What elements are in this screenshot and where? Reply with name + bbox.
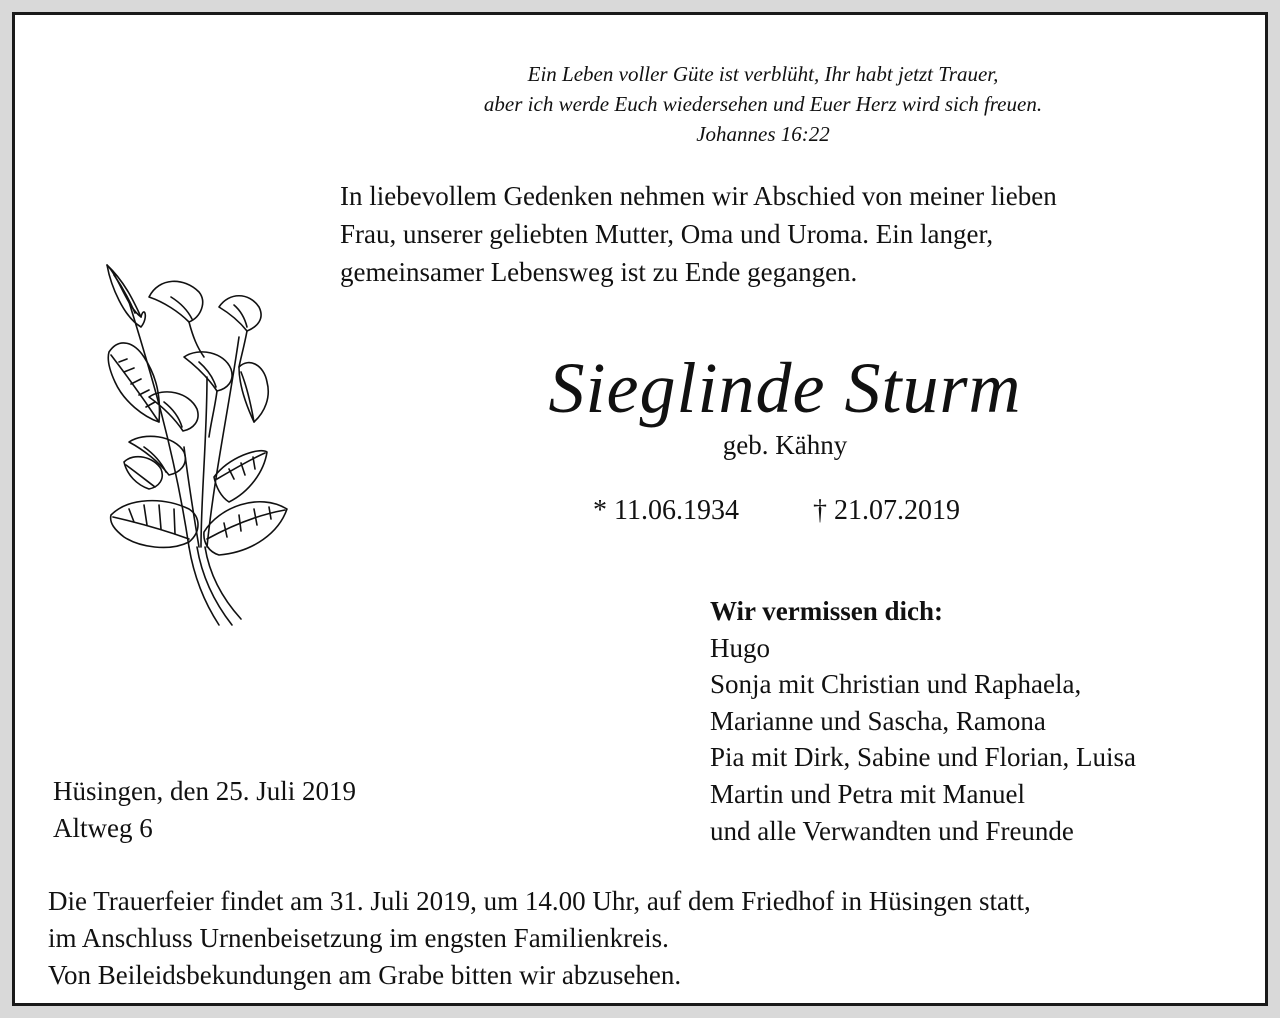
maiden-name: geb. Kähny — [722, 430, 848, 460]
verse-reference: Johannes 16:22 — [696, 122, 830, 146]
verse-line-1: Ein Leben voller Güte ist verblüht, Ihr habt jetzt Trauer, — [527, 62, 999, 86]
notice-line-1: Die Trauerfeier findet am 31. Juli 2019, um 14.00 Uhr, auf dem Friedhof in Hüsingen statt, — [48, 886, 1031, 916]
intro-text — [340, 177, 1220, 291]
family-member: Martin und Petra mit Manuel — [710, 778, 1025, 809]
death-date: † 21.07.2019 — [813, 495, 960, 526]
family-member: Hugo — [710, 632, 770, 663]
deceased-name: Sieglinde Sturm — [548, 348, 1022, 428]
city-date: Hüsingen, den 25. Juli 2019 — [53, 776, 356, 806]
notice-line-2: im Anschluss Urnenbeisetzung im engsten Familienkreis. — [48, 923, 669, 953]
family-member: Marianne und Sascha, Ramona — [710, 705, 1046, 736]
birth-date: * 11.06.1934 — [593, 495, 739, 526]
family-heading: Wir vermissen dich: — [710, 596, 943, 626]
obituary-frame — [12, 12, 1268, 1006]
intro-line-1: In liebevollem Gedenken nehmen wir Abschied von meiner lieben — [340, 181, 1057, 211]
calla-lily-icon — [89, 247, 289, 632]
life-dates — [593, 493, 1013, 529]
intro-line-3: gemeinsamer Lebensweg ist zu Ende gegangen. — [340, 257, 858, 287]
family-list — [710, 593, 1270, 849]
notice-line-3: Von Beileidsbekundungen am Grabe bitten wir abzusehen. — [48, 960, 682, 990]
place-and-date — [53, 773, 473, 847]
verse-line-2: aber ich werde Euch wiedersehen und Euer Herz wird sich freuen. — [483, 92, 1043, 116]
intro-line-2: Frau, unserer geliebten Mutter, Oma und Uroma. Ein langer, — [340, 219, 994, 249]
family-member: und alle Verwandten und Freunde — [710, 815, 1074, 846]
family-member: Sonja mit Christian und Raphaela, — [710, 669, 1082, 700]
address: Altweg 6 — [53, 813, 153, 843]
funeral-notice — [48, 883, 1248, 994]
family-member: Pia mit Dirk, Sabine und Florian, Luisa — [710, 742, 1136, 773]
bible-verse — [343, 59, 1183, 149]
